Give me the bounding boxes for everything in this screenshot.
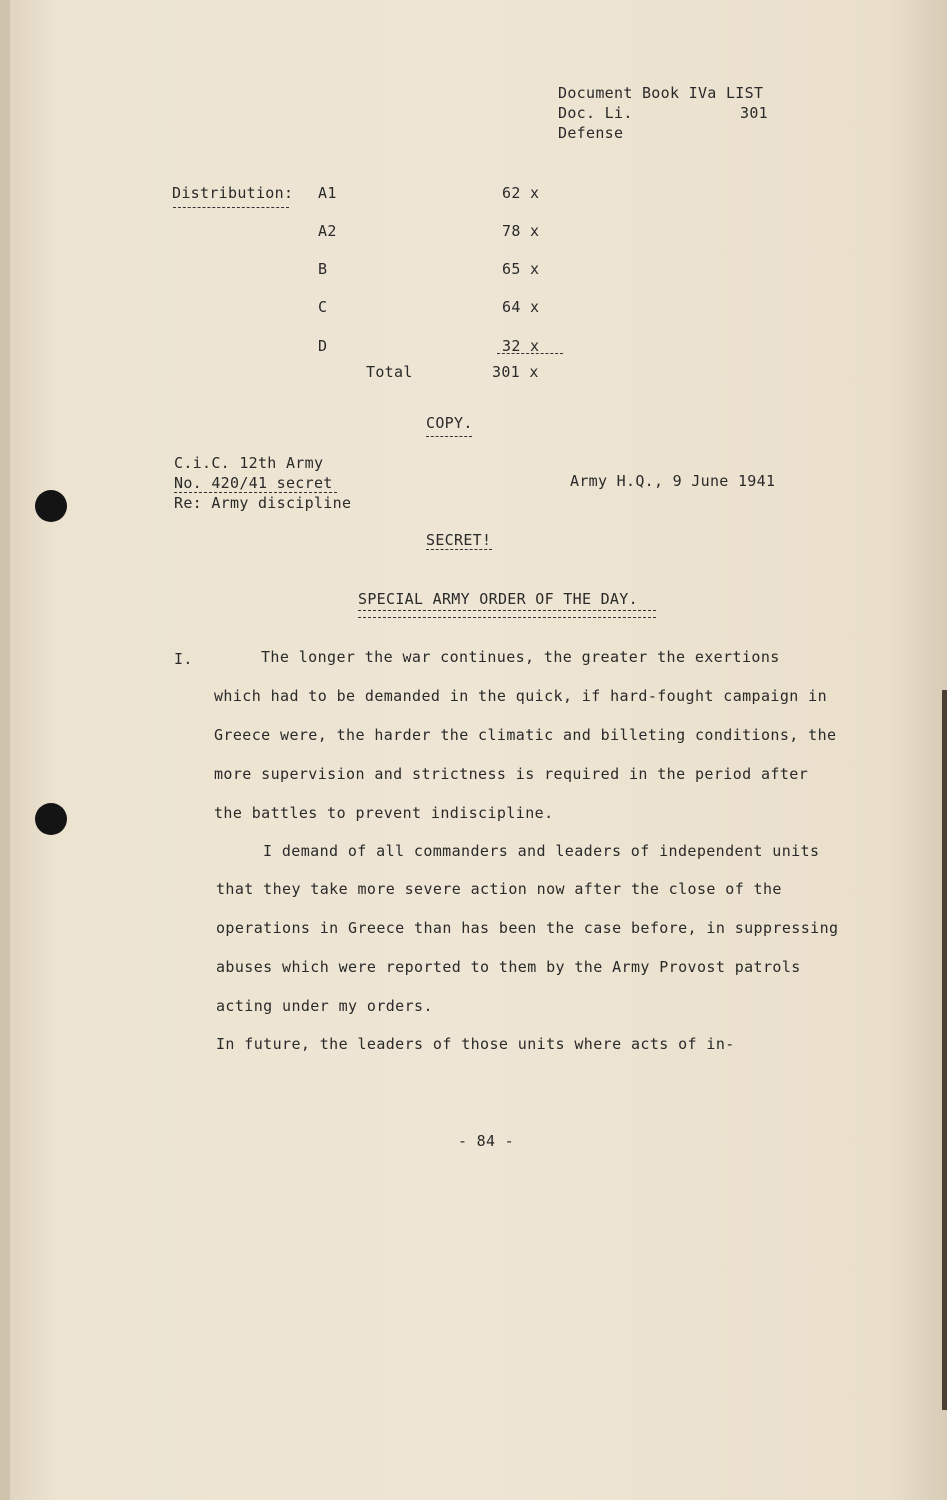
distribution-code: D bbox=[318, 337, 328, 355]
body-line: acting under my orders. bbox=[216, 997, 433, 1015]
secret-label: SECRET! bbox=[426, 531, 492, 549]
order-title: SPECIAL ARMY ORDER OF THE DAY. bbox=[358, 590, 638, 608]
header-doc-label: Doc. Li. bbox=[558, 104, 633, 122]
distribution-value: 32 x bbox=[502, 337, 540, 355]
copy-label: COPY. bbox=[426, 414, 473, 432]
body-line: more supervision and strictness is required in the period after bbox=[214, 765, 809, 783]
punch-hole-top bbox=[35, 490, 67, 522]
distribution-label: Distribution: bbox=[172, 184, 294, 202]
body-line: the battles to prevent indiscipline. bbox=[214, 804, 554, 822]
body-line: that they take more severe action now after the close of the bbox=[216, 880, 782, 898]
reference-line-1: C.i.C. 12th Army bbox=[174, 454, 324, 472]
header-doc-number: 301 bbox=[740, 104, 768, 122]
distribution-code: B bbox=[318, 260, 328, 278]
body-line: operations in Greece than has been the case before, in suppressing bbox=[216, 919, 839, 937]
punch-hole-bottom bbox=[35, 803, 67, 835]
body-line: Greece were, the harder the climatic and billeting conditions, the bbox=[214, 726, 837, 744]
header-line-1: Document Book IVa LIST bbox=[558, 84, 764, 102]
body-line: abuses which were reported to them by the Army Provost patrols bbox=[216, 958, 801, 976]
body-line: which had to be demanded in the quick, if hard-fought campaign in bbox=[214, 687, 827, 705]
distribution-code: A2 bbox=[318, 222, 337, 240]
reference-line-2: No. 420/41 secret bbox=[174, 474, 333, 492]
place-date: Army H.Q., 9 June 1941 bbox=[570, 472, 776, 490]
total-value: 301 x bbox=[492, 363, 539, 381]
distribution-value: 62 x bbox=[502, 184, 540, 202]
total-rule bbox=[497, 353, 563, 354]
body-line: I demand of all commanders and leaders of independent units bbox=[263, 842, 820, 860]
section-number: I. bbox=[174, 650, 193, 668]
page-number: - 84 - bbox=[458, 1132, 514, 1150]
body-line: In future, the leaders of those units where acts of in- bbox=[216, 1035, 735, 1053]
order-title-underline-1 bbox=[358, 610, 656, 611]
distribution-code: A1 bbox=[318, 184, 337, 202]
distribution-value: 78 x bbox=[502, 222, 540, 240]
secret-underline bbox=[426, 549, 492, 550]
distribution-value: 64 x bbox=[502, 298, 540, 316]
reference-line-3: Re: Army discipline bbox=[174, 494, 352, 512]
distribution-underline bbox=[173, 207, 289, 208]
distribution-code: C bbox=[318, 298, 328, 316]
order-title-underline-2 bbox=[358, 617, 656, 618]
reference-line-2-underline bbox=[174, 492, 337, 493]
body-line: The longer the war continues, the greater the exertions bbox=[261, 648, 780, 666]
page-right-edge bbox=[942, 690, 947, 1410]
total-label: Total bbox=[366, 363, 413, 381]
page-left-edge bbox=[0, 0, 10, 1500]
copy-underline bbox=[426, 436, 472, 437]
distribution-value: 65 x bbox=[502, 260, 540, 278]
header-defense: Defense bbox=[558, 124, 624, 142]
